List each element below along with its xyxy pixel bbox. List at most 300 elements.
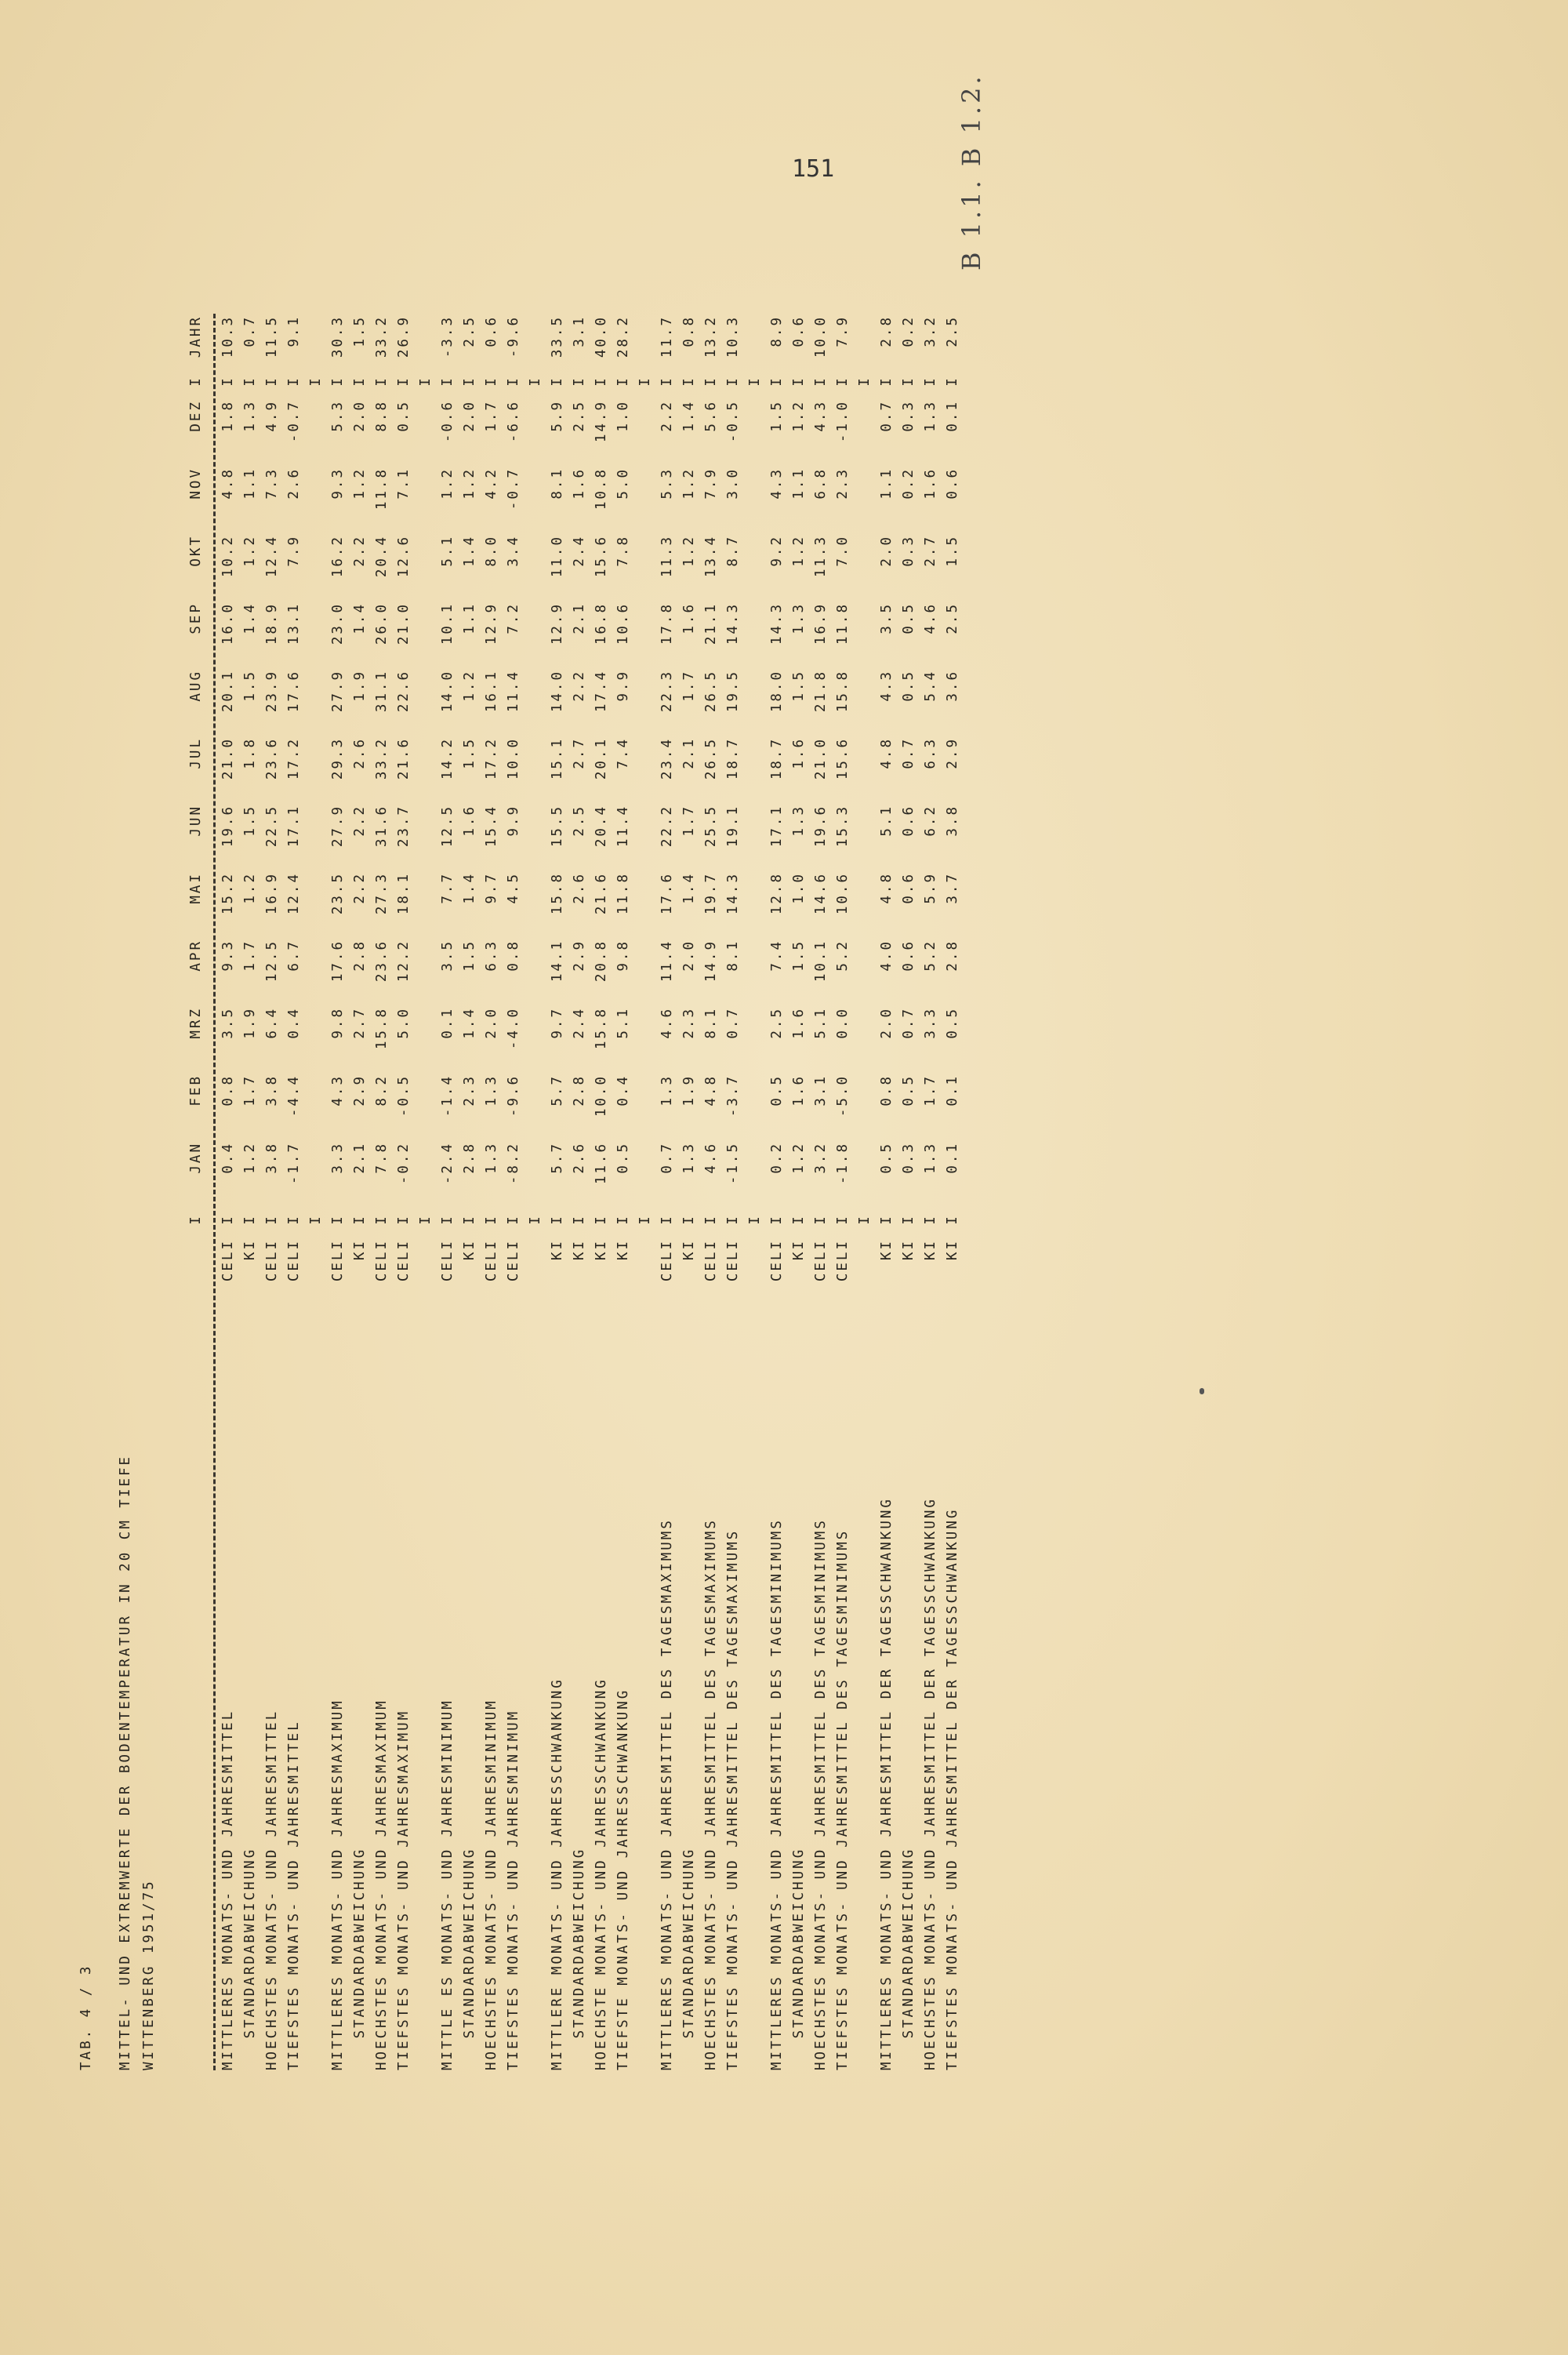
column-separator: I (330, 376, 346, 387)
month-value: 2.0 (352, 400, 368, 432)
column-separator: I (769, 376, 785, 387)
month-value: 4.3 (813, 400, 829, 432)
month-value: 12.5 (440, 805, 456, 848)
header-rule (213, 314, 216, 2070)
month-value: 4.6 (659, 1007, 675, 1039)
column-separator: I (462, 1214, 477, 1225)
month-value: 1.9 (681, 1074, 697, 1107)
month-value: 2.5 (572, 805, 587, 837)
table-row (593, 125, 615, 2070)
month-value: 2.2 (352, 805, 368, 837)
month-value: 0.7 (879, 400, 895, 432)
month-value: 14.3 (769, 602, 785, 645)
month-value: 17.6 (659, 872, 675, 915)
annual-value: 0.6 (791, 315, 807, 347)
column-separator: I (352, 376, 368, 387)
row-unit: CELI (440, 1239, 456, 1282)
month-value: 20.4 (374, 535, 390, 578)
column-separator: I (286, 376, 302, 387)
month-header: JUL (188, 737, 204, 769)
row-label: STANDARDABWEICHUNG (242, 1847, 258, 2070)
month-value: 2.7 (923, 535, 938, 567)
month-value: 1.7 (484, 400, 499, 432)
month-value: 5.2 (923, 939, 938, 972)
month-value: 2.7 (352, 1007, 368, 1039)
month-value: 19.5 (725, 670, 741, 713)
month-value: 1.4 (352, 602, 368, 634)
group-gap (308, 125, 330, 2070)
month-value: 1.4 (462, 872, 477, 904)
row-label: HOECHSTES MONATS- UND JAHRESMITTEL DES TAGESMAXIMUMS (703, 1518, 719, 2070)
month-value: 16.8 (593, 602, 609, 645)
month-value: 4.6 (703, 1142, 719, 1174)
month-value: 22.6 (396, 670, 412, 713)
month-value: 1.5 (242, 670, 258, 702)
table-id: TAB. 4 / 3 (78, 1964, 94, 2070)
column-separator: I (879, 376, 895, 387)
column-separator: I (857, 376, 873, 387)
row-label: STANDARDABWEICHUNG (681, 1847, 697, 2070)
row-label: HOECHSTES MONATS- UND JAHRESMAXIMUM (374, 1699, 390, 2070)
column-separator: I (901, 376, 916, 387)
month-value: 14.9 (703, 939, 719, 983)
table-row (681, 125, 703, 2070)
month-value: 1.3 (791, 602, 807, 634)
month-value: 3.2 (813, 1142, 829, 1174)
month-value: 1.3 (659, 1074, 675, 1107)
month-header: OKT (188, 535, 204, 567)
table-row (725, 125, 747, 2070)
month-value: -6.6 (506, 400, 521, 443)
month-value: 7.8 (615, 535, 631, 567)
column-separator: I (725, 1214, 741, 1225)
month-value: 1.2 (462, 467, 477, 500)
month-value: 20.8 (593, 939, 609, 983)
month-value: 0.4 (615, 1074, 631, 1107)
row-label: TIEFSTES MONATS- UND JAHRESMAXIMUM (396, 1709, 412, 2070)
month-value: 0.4 (220, 1142, 236, 1174)
column-separator: I (352, 1214, 368, 1225)
month-value: 2.2 (352, 535, 368, 567)
month-value: 2.9 (945, 737, 960, 769)
month-value: 16.2 (330, 535, 346, 578)
month-value: 5.6 (703, 400, 719, 432)
month-value: 2.4 (572, 1007, 587, 1039)
month-value: 4.3 (879, 670, 895, 702)
month-value: 7.0 (835, 535, 851, 567)
table-title: MITTEL- UND EXTREMWERTE DER BODENTEMPERATUR IN 20 CM TIEFE (118, 1454, 133, 2070)
month-value: 1.7 (242, 1074, 258, 1107)
column-separator: I (725, 376, 741, 387)
month-value: 16.1 (484, 670, 499, 713)
month-value: 1.5 (791, 939, 807, 972)
month-value: 21.6 (396, 737, 412, 780)
month-value: 1.9 (242, 1007, 258, 1039)
month-value: 6.2 (923, 805, 938, 837)
row-label: TIEFSTES MONATS- UND JAHRESMITTEL DES TAGESMAXIMUMS (725, 1528, 741, 2070)
month-value: 1.4 (681, 400, 697, 432)
month-value: 21.1 (703, 602, 719, 645)
month-value: 5.1 (440, 535, 456, 567)
data-table (188, 125, 967, 2070)
annual-value: 13.2 (703, 315, 719, 358)
month-value: 27.9 (330, 805, 346, 848)
month-value: 1.8 (220, 400, 236, 432)
month-value: 21.8 (813, 670, 829, 713)
table-row (440, 125, 462, 2070)
table-row (352, 125, 374, 2070)
table-row (462, 125, 484, 2070)
month-value: 14.1 (550, 939, 565, 983)
month-value: 1.2 (440, 467, 456, 500)
month-value: 4.6 (923, 602, 938, 634)
month-value: 10.6 (615, 602, 631, 645)
column-separator: I (572, 1214, 587, 1225)
month-value: 16.0 (220, 602, 236, 645)
month-value: 4.0 (879, 939, 895, 972)
month-value: 26.0 (374, 602, 390, 645)
row-unit: KI (879, 1239, 895, 1261)
annual-value: 1.5 (352, 315, 368, 347)
table-row (572, 125, 593, 2070)
column-separator: I (637, 1214, 653, 1225)
month-header: JUN (188, 805, 204, 837)
month-value: 7.3 (264, 467, 280, 500)
table-row (220, 125, 242, 2070)
month-value: -1.0 (835, 400, 851, 443)
month-value: 1.2 (681, 535, 697, 567)
group-gap (528, 125, 550, 2070)
month-value: -1.4 (440, 1074, 456, 1118)
annual-value: 33.2 (374, 315, 390, 358)
row-unit: KI (615, 1239, 631, 1261)
group-gap (637, 125, 659, 2070)
month-value: -0.7 (286, 400, 302, 443)
month-value: 6.8 (813, 467, 829, 500)
month-value: 9.8 (330, 1007, 346, 1039)
month-value: 0.1 (945, 1074, 960, 1107)
month-value: 21.0 (220, 737, 236, 780)
month-value: 2.2 (352, 872, 368, 904)
table-row (901, 125, 923, 2070)
month-value: 1.6 (462, 805, 477, 837)
row-unit: KI (945, 1239, 960, 1261)
month-value: 9.7 (484, 872, 499, 904)
month-header: NOV (188, 467, 204, 500)
month-value: 5.1 (879, 805, 895, 837)
month-value: 17.4 (593, 670, 609, 713)
month-value: 5.4 (923, 670, 938, 702)
month-value: 23.4 (659, 737, 675, 780)
month-value: 5.9 (923, 872, 938, 904)
month-value: 17.2 (286, 737, 302, 780)
month-value: 1.6 (791, 1074, 807, 1107)
month-value: 1.5 (791, 670, 807, 702)
table-row (813, 125, 835, 2070)
column-separator: I (703, 376, 719, 387)
month-value: 15.4 (484, 805, 499, 848)
month-value: 2.9 (352, 1074, 368, 1107)
month-value: 4.8 (879, 737, 895, 769)
annual-value: 0.7 (242, 315, 258, 347)
month-value: 10.8 (593, 467, 609, 511)
row-label: MITTLERES MONATS- UND JAHRESMAXIMUM (330, 1699, 346, 2070)
row-unit: KI (462, 1239, 477, 1261)
column-separator: I (528, 1214, 543, 1225)
month-value: 3.4 (506, 535, 521, 567)
month-value: 2.5 (769, 1007, 785, 1039)
month-value: 0.8 (506, 939, 521, 972)
row-label: MITTLERES MONATS- UND JAHRESMITTEL DER TAGESSCHWANKUNG (879, 1497, 895, 2070)
month-value: 15.5 (550, 805, 565, 848)
month-value: 17.8 (659, 602, 675, 645)
month-value: -4.4 (286, 1074, 302, 1118)
month-value: 2.0 (879, 1007, 895, 1039)
table-row (879, 125, 901, 2070)
month-value: 1.6 (791, 1007, 807, 1039)
month-value: 0.7 (901, 1007, 916, 1039)
month-value: 4.5 (506, 872, 521, 904)
month-value: 3.7 (945, 872, 960, 904)
month-value: -4.0 (506, 1007, 521, 1050)
month-value: 5.7 (550, 1142, 565, 1174)
column-separator: I (286, 1214, 302, 1225)
row-unit: CELI (769, 1239, 785, 1282)
month-header: APR (188, 939, 204, 972)
month-value: 1.5 (242, 805, 258, 837)
row-label: MITTLERES MONATS- UND JAHRESMITTEL (220, 1709, 236, 2070)
month-value: 0.2 (769, 1142, 785, 1174)
month-value: 18.7 (769, 737, 785, 780)
month-value: 2.6 (352, 737, 368, 769)
column-separator: I (506, 1214, 521, 1225)
month-value: 11.4 (506, 670, 521, 713)
column-separator: I (857, 1214, 873, 1225)
month-value: 19.6 (813, 805, 829, 848)
month-value: 7.9 (286, 535, 302, 567)
row-unit: CELI (264, 1239, 280, 1282)
month-value: 9.9 (615, 670, 631, 702)
month-value: 0.5 (615, 1142, 631, 1174)
row-label: HOECHSTES MONATS- UND JAHRESMITTEL (264, 1709, 280, 2070)
month-value: 1.2 (352, 467, 368, 500)
month-value: 20.4 (593, 805, 609, 848)
month-value: 2.8 (945, 939, 960, 972)
month-value: 0.2 (901, 467, 916, 500)
month-header: DEZ (188, 400, 204, 432)
month-value: 17.1 (769, 805, 785, 848)
month-value: 1.4 (462, 1007, 477, 1039)
month-value: 18.7 (725, 737, 741, 780)
month-value: 1.2 (242, 535, 258, 567)
month-value: 2.5 (945, 602, 960, 634)
column-separator: I (484, 376, 499, 387)
month-value: 0.1 (945, 1142, 960, 1174)
month-value: 5.9 (550, 400, 565, 432)
month-value: 1.0 (615, 400, 631, 432)
column-separator: I (637, 376, 653, 387)
month-value: 2.9 (572, 939, 587, 972)
table-row (484, 125, 506, 2070)
month-value: 4.3 (330, 1074, 346, 1107)
month-value: 0.5 (945, 1007, 960, 1039)
month-value: 12.4 (286, 872, 302, 915)
month-value: 1.1 (462, 602, 477, 634)
month-value: 14.0 (440, 670, 456, 713)
annual-value: 2.8 (879, 315, 895, 347)
row-label: MITTLERE MONATS- UND JAHRESSCHWANKUNG (550, 1677, 565, 2070)
month-value: 2.5 (572, 400, 587, 432)
month-value: 17.6 (330, 939, 346, 983)
row-unit: KI (593, 1239, 609, 1261)
month-value: 2.8 (572, 1074, 587, 1107)
column-separator: I (308, 1214, 324, 1225)
month-value: 7.9 (703, 467, 719, 500)
column-separator: I (593, 1214, 609, 1225)
month-value: 9.3 (220, 939, 236, 972)
month-value: 12.9 (550, 602, 565, 645)
month-value: 0.7 (901, 737, 916, 769)
month-value: 1.3 (484, 1074, 499, 1107)
month-value: 0.7 (659, 1142, 675, 1174)
month-value: -3.7 (725, 1074, 741, 1118)
table-row (286, 125, 308, 2070)
month-value: 6.3 (923, 737, 938, 769)
column-separator: I (835, 1214, 851, 1225)
annual-value: 11.5 (264, 315, 280, 358)
month-value: 31.1 (374, 670, 390, 713)
month-value: 20.1 (220, 670, 236, 713)
month-value: 5.7 (550, 1074, 565, 1107)
row-unit: CELI (506, 1239, 521, 1282)
month-value: 12.2 (396, 939, 412, 983)
month-value: 6.7 (286, 939, 302, 972)
table-subtitle: WITTENBERG 1951/75 (141, 1879, 157, 2070)
month-value: 2.0 (462, 400, 477, 432)
table-row (923, 125, 945, 2070)
month-value: -8.2 (506, 1142, 521, 1185)
month-value: 0.8 (879, 1074, 895, 1107)
month-value: 9.7 (550, 1007, 565, 1039)
column-separator: I (791, 1214, 807, 1225)
month-value: 1.2 (791, 1142, 807, 1174)
month-value: 10.1 (440, 602, 456, 645)
row-label: HOECHSTE MONATS- UND JAHRESSCHWANKUNG (593, 1677, 609, 2070)
month-value: 10.0 (506, 737, 521, 780)
month-value: 15.6 (593, 535, 609, 578)
month-value: 1.3 (791, 805, 807, 837)
annual-value: -9.6 (506, 315, 521, 358)
month-value: 5.1 (813, 1007, 829, 1039)
annual-value: 26.9 (396, 315, 412, 358)
annual-value: 28.2 (615, 315, 631, 358)
header-row (188, 125, 210, 2070)
row-label: MITTLERES MONATS- UND JAHRESMITTEL DES TAGESMINIMUMS (769, 1518, 785, 2070)
group-gap (857, 125, 879, 2070)
column-separator: I (593, 376, 609, 387)
table-row (264, 125, 286, 2070)
month-value: 11.0 (550, 535, 565, 578)
table-row (615, 125, 637, 2070)
month-value: 1.0 (791, 872, 807, 904)
month-value: 1.6 (923, 467, 938, 500)
month-value: 17.1 (286, 805, 302, 848)
month-value: 0.5 (901, 602, 916, 634)
month-value: 0.8 (220, 1074, 236, 1107)
month-value: 2.1 (572, 602, 587, 634)
column-separator: I (220, 1214, 236, 1225)
month-value: 14.3 (725, 602, 741, 645)
month-value: 11.8 (835, 602, 851, 645)
month-value: 23.0 (330, 602, 346, 645)
month-value: 3.3 (923, 1007, 938, 1039)
column-separator: I (879, 1214, 895, 1225)
column-separator: I (396, 1214, 412, 1225)
row-unit: CELI (835, 1239, 851, 1282)
month-value: 2.1 (681, 737, 697, 769)
month-value: 16.9 (813, 602, 829, 645)
month-value: 8.1 (550, 467, 565, 500)
month-value: 5.3 (659, 467, 675, 500)
month-value: 2.0 (879, 535, 895, 567)
month-value: 10.0 (593, 1074, 609, 1118)
column-separator: I (484, 1214, 499, 1225)
month-value: 12.8 (769, 872, 785, 915)
month-value: 15.3 (835, 805, 851, 848)
column-separator: I (615, 1214, 631, 1225)
month-value: 1.4 (462, 535, 477, 567)
row-unit: KI (550, 1239, 565, 1261)
month-value: 4.3 (769, 467, 785, 500)
month-value: 15.2 (220, 872, 236, 915)
month-value: 1.2 (462, 670, 477, 702)
month-value: 23.6 (264, 737, 280, 780)
row-label: TIEFSTE MONATS- UND JAHRESSCHWANKUNG (615, 1688, 631, 2070)
month-value: 14.3 (725, 872, 741, 915)
month-value: 2.8 (462, 1142, 477, 1174)
column-separator: I (264, 1214, 280, 1225)
row-unit: CELI (396, 1239, 412, 1282)
month-value: 0.7 (725, 1007, 741, 1039)
month-header: JAN (188, 1142, 204, 1174)
annual-value: -3.3 (440, 315, 456, 358)
month-value: 23.5 (330, 872, 346, 915)
annual-value: 10.3 (725, 315, 741, 358)
column-separator: I (462, 376, 477, 387)
month-value: 4.2 (484, 467, 499, 500)
row-label: HOECHSTES MONATS- UND JAHRESMINIMUM (484, 1699, 499, 2070)
annual-value: 8.9 (769, 315, 785, 347)
month-value: 2.6 (572, 872, 587, 904)
month-value: 4.8 (220, 467, 236, 500)
table-row (550, 125, 572, 2070)
column-separator: I (188, 376, 204, 387)
month-value: 19.7 (703, 872, 719, 915)
month-value: 0.5 (396, 400, 412, 432)
table-row (506, 125, 528, 2070)
month-value: 1.5 (945, 535, 960, 567)
annual-value: 10.0 (813, 315, 829, 358)
month-value: 1.4 (681, 872, 697, 904)
column-separator: I (659, 1214, 675, 1225)
row-unit: CELI (484, 1239, 499, 1282)
month-value: 1.2 (242, 1142, 258, 1174)
month-value: 27.9 (330, 670, 346, 713)
month-value: 25.5 (703, 805, 719, 848)
month-value: 3.5 (220, 1007, 236, 1039)
column-separator: I (572, 376, 587, 387)
month-value: 4.8 (703, 1074, 719, 1107)
